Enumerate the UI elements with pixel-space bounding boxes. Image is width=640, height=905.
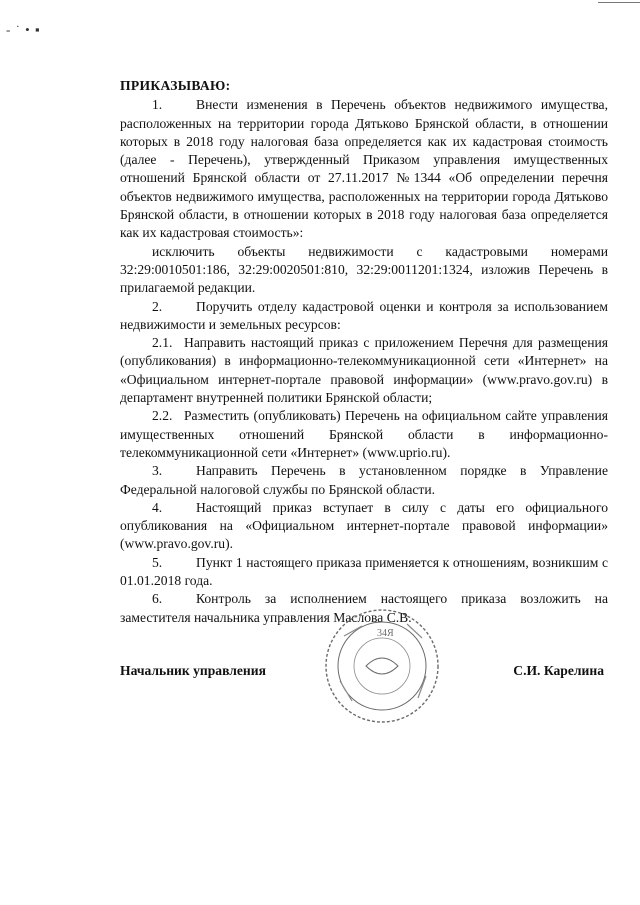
item-number: 2. bbox=[152, 298, 163, 314]
list-item-2 bbox=[120, 298, 608, 335]
list-item-2-2 bbox=[120, 407, 608, 462]
edge-line bbox=[598, 2, 640, 3]
list-item-5 bbox=[120, 554, 608, 591]
item-number: 5. bbox=[152, 554, 163, 570]
signatory-name: С.И. Карелина bbox=[513, 663, 604, 678]
signatory-title: Начальник управления bbox=[120, 663, 266, 678]
item-text: Контроль за исполнением настоящего приказа возложить на заместителя начальника управления Маслова С.В. bbox=[120, 591, 608, 625]
item-number: 2.2. bbox=[152, 408, 173, 424]
official-seal-stamp bbox=[322, 606, 442, 726]
item-text: Поручить отделу кадастровой оценки и контроля за использованием недвижимости и земельных ресурсов: bbox=[120, 298, 608, 332]
item-number: 3. bbox=[152, 463, 163, 479]
item-text: Направить настоящий приказ с приложением Перечня для размещения (опубликования) в информационно-телекоммуникационной сети «Интернет» на «Официальном интернет-портале правовой информации» (www.pravo.gov.ru) в департамент внутренней политики Брянской области; bbox=[120, 335, 608, 406]
item-text: Направить Перечень в установленном порядке в Управление Федеральной налоговой службы по Брянской области. bbox=[120, 463, 608, 497]
item-text: Пункт 1 настоящего приказа применяется к отношениям, возникшим с 01.01.2018 года. bbox=[120, 554, 608, 589]
list-item-2-1 bbox=[120, 334, 608, 407]
order-heading: ПРИКАЗЫВАЮ: bbox=[120, 78, 231, 93]
list-item-3 bbox=[120, 462, 608, 499]
list-item-1-exclusion bbox=[120, 243, 608, 298]
seal-number: 34Я bbox=[377, 628, 394, 639]
order-body bbox=[120, 77, 608, 627]
item-number: 1. bbox=[152, 97, 163, 113]
scan-artifact: - ˙ • ▪ bbox=[6, 22, 41, 37]
list-item-1 bbox=[120, 96, 608, 242]
item-text: Разместить (опубликовать) Перечень на официальном сайте управления имущественных отношений Брянской области в информационно-телекоммуникационной сети «Интернет» (www.uprio.ru). bbox=[120, 408, 608, 460]
item-text: Внести изменения в Перечень объектов недвижимого имущества, расположенных на территории города Дятьково Брянской области, в отношении которых в 2018 году налоговая база определяется как их кадастровая стоимость (далее - Перечень), утвержденный Приказом управления имущественных отношений Брянской области от 27.11.2017 №1344 «Об определении перечня объектов недвижимого имущества, расположенных на территории города Дятьково Брянской области, в отношении которых в 2018 году налоговая база определяется как их кадастровая стоимость»: bbox=[120, 97, 608, 241]
item-text: исключить объекты недвижимости с кадастровыми номерами 32:29:0010501:186, 32:29:0020501:810, 32:29:0011201:1324, изложив Перечень в прилагаемой редакции. bbox=[120, 243, 608, 296]
list-item-4 bbox=[120, 499, 608, 554]
item-text: Настоящий приказ вступает в силу с даты его официального опубликования на «Официальном интернет-портале правовой информации» (www.pravo.gov.ru). bbox=[120, 499, 608, 552]
item-number: 4. bbox=[152, 499, 163, 515]
item-number: 6. bbox=[152, 591, 163, 607]
item-number: 2.1. bbox=[152, 335, 173, 351]
